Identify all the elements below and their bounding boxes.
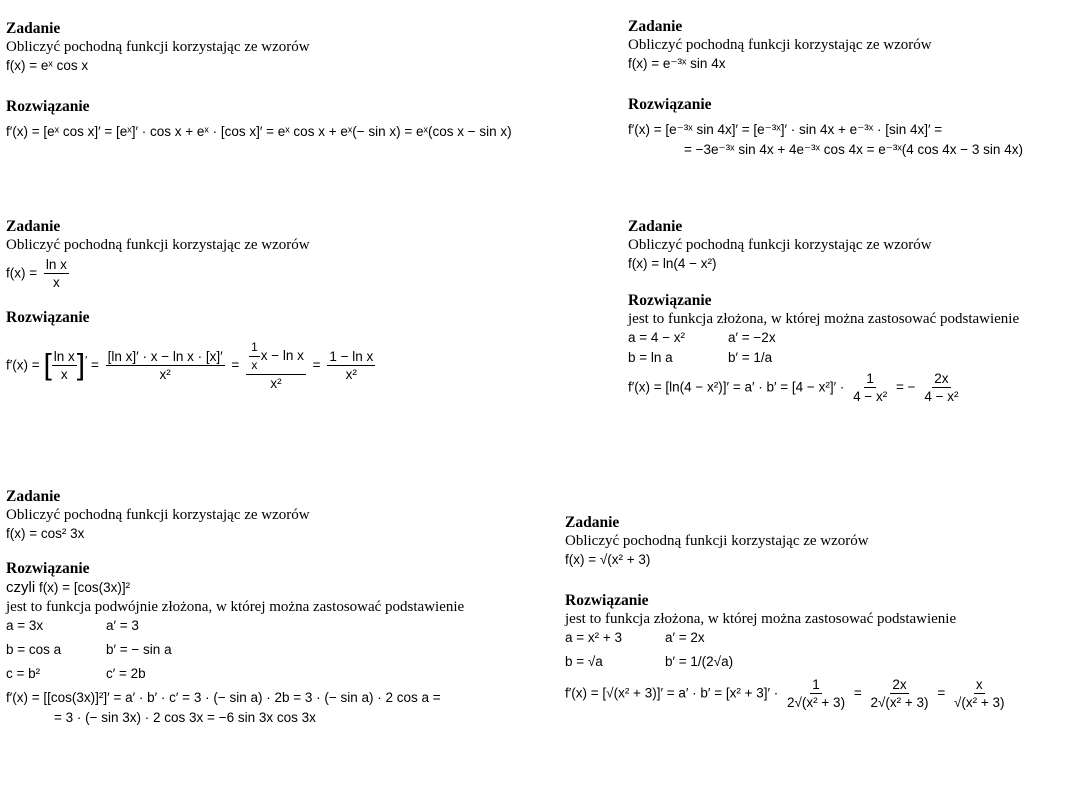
solution-line: = −3e⁻³ˣ sin 4x + 4e⁻³ˣ cos 4x = e⁻³ˣ(4 cos 4x − 3 sin 4x)	[684, 142, 1023, 157]
solution-heading: Rozwiązanie	[6, 98, 90, 115]
substitution-row	[628, 328, 1019, 348]
solution-final	[628, 370, 1019, 405]
solution-intro: jest to funkcja podwójnie złożona, w której można zastosować podstawienie	[6, 599, 465, 615]
numerator: 1	[812, 677, 820, 692]
task-function	[6, 256, 378, 291]
solution-line: f′(x) = [eˣ cos x]′ = [eˣ]′ · cos x + eˣ · [cos x]′ = eˣ cos x + eˣ(− sin x) = eˣ(cos x − sin x)	[6, 124, 512, 139]
final-fraction-1	[851, 370, 889, 405]
final-fraction-3	[952, 676, 1007, 711]
denominator: x	[60, 367, 68, 382]
numerator: 1 − ln x	[329, 349, 374, 364]
numerator: ln x	[45, 257, 67, 272]
fraction-2	[246, 339, 306, 392]
numerator: 2x	[934, 371, 949, 386]
task-function: f(x) = √(x² + 3)	[565, 552, 651, 567]
denominator: 4 − x²	[924, 389, 959, 404]
final-fraction-2	[869, 676, 931, 711]
task-4	[628, 218, 1019, 405]
substitution-row	[6, 640, 464, 660]
task-function: f(x) = ln(4 − x²)	[628, 256, 717, 271]
solution-heading: Rozwiązanie	[6, 560, 90, 577]
final-lhs: f′(x) = [ln(4 − x²)]′ = a′ · b′ = [4 − x²]′ ·	[628, 379, 845, 395]
task-prompt: Obliczyć pochodną funkcji korzystając ze wzorów	[628, 237, 932, 253]
rewrite-line	[6, 578, 464, 598]
substitution-derivative: a′ = 3	[106, 618, 139, 633]
final-lhs: f′(x) = [√(x² + 3)]′ = a′ · b′ = [x² + 3]′ ·	[565, 685, 779, 701]
task-heading: Zadanie	[6, 20, 61, 37]
inner-denominator: x	[251, 358, 258, 372]
task-heading: Zadanie	[6, 218, 61, 235]
substitution-derivative: b′ = 1/a	[728, 350, 773, 365]
solution-lhs: f′(x) =	[6, 357, 40, 373]
substitution: a = 4 − x²	[628, 330, 686, 345]
task-6	[565, 514, 1010, 711]
denominator: √(x² + 3)	[953, 695, 1005, 710]
bracket-fraction	[52, 348, 77, 383]
numerator: ln x	[53, 349, 75, 364]
numerator: x	[975, 677, 983, 692]
denominator: 2√(x² + 3)	[787, 695, 846, 710]
substitution-row	[6, 616, 464, 636]
substitution: a = 3x	[6, 618, 44, 633]
task-prompt: Obliczyć pochodną funkcji korzystając ze wzorów	[6, 39, 310, 55]
denominator: 2√(x² + 3)	[870, 695, 929, 710]
task-prompt: Obliczyć pochodną funkcji korzystając ze wzorów	[6, 237, 310, 253]
substitution: b = ln a	[628, 350, 673, 365]
solution-final: f′(x) = [√(x² + 3)]′ = a′ · b′ = [x² + 3]′ · $\frac{1}{\text{2√(x² + 3)}}$ = $\frac{2x}{\text{2√(x² + 3)}}$ = $\frac{x}{\text{√(x² + 3)}}$	[565, 677, 1005, 710]
numerator	[246, 339, 306, 375]
fraction-1	[106, 348, 225, 383]
denominator: x²	[345, 367, 357, 382]
denominator: x	[53, 275, 60, 290]
inner-numerator: 1	[249, 339, 260, 357]
rewrite-label: czyli	[6, 579, 36, 596]
task-heading: Zadanie	[6, 488, 61, 505]
numerator: 2x	[892, 677, 907, 692]
solution-heading: Rozwiązanie	[6, 309, 90, 326]
task-function: f(x) = eˣ cos x	[6, 58, 89, 73]
solution-line: f′(x) = [e⁻³ˣ sin 4x]′ = [e⁻³ˣ]′ · sin 4x + e⁻³ˣ · [sin 4x]′ =	[628, 122, 943, 137]
substitution-derivative: a′ = −2x	[728, 330, 776, 345]
rewrite-expression: f(x) = [cos(3x)]²	[38, 580, 131, 595]
solution-line: = 3 · (− sin 3x) · 2 cos 3x = −6 sin 3x cos 3x	[54, 710, 316, 725]
substitution-row	[628, 348, 1019, 368]
task-5	[6, 488, 464, 728]
final-fraction-2	[922, 370, 960, 405]
substitution-derivative: b′ = − sin a	[106, 642, 172, 657]
task-2	[628, 18, 1023, 160]
denominator: x²	[270, 376, 282, 391]
task-heading: Zadanie	[628, 18, 683, 35]
task-prompt: Obliczyć pochodną funkcji korzystając ze wzorów	[628, 37, 932, 53]
substitution: b = √a	[565, 654, 603, 669]
task-function: f(x) = e⁻³ˣ sin 4x	[628, 56, 726, 71]
solution-heading: Rozwiązanie	[628, 292, 712, 309]
substitution-row	[565, 628, 1010, 648]
substitution-row	[565, 652, 1010, 672]
solution-intro: jest to funkcja złożona, w której można zastosować podstawienie	[565, 611, 957, 627]
bracket-close: ]	[76, 348, 86, 382]
task-heading: Zadanie	[628, 218, 683, 235]
task-function: f(x) = cos² 3x	[6, 526, 85, 541]
substitution-derivative: a′ = 2x	[665, 630, 705, 645]
task-heading: Zadanie	[565, 514, 620, 531]
numerator: 1	[866, 371, 874, 386]
function-fraction	[44, 256, 69, 291]
task-3	[6, 218, 378, 392]
substitution: c = b²	[6, 666, 41, 681]
solution-heading: Rozwiązanie	[565, 592, 649, 609]
fraction-3	[327, 348, 375, 383]
solution-line: f′(x) = [ $\frac{\text{ln x}}{x}$ ]′ = $\frac{\text{[ln x]′ · x − ln x · [x]′}}{\text{x²}}$ = $\frac{1}{x}$ x − ln x x² = $\frac{\text{1 − ln x}}{\text{x²}}$	[6, 340, 374, 391]
solution-intro: jest to funkcja złożona, w której można zastosować podstawienie	[628, 311, 1020, 327]
function-lhs: f(x) =	[6, 265, 38, 281]
numerator: [ln x]′ · x − ln x · [x]′	[107, 349, 223, 364]
final-fraction-1	[785, 676, 847, 711]
denominator: 4 − x²	[853, 389, 888, 404]
task-prompt: Obliczyć pochodną funkcji korzystając ze wzorów	[6, 507, 310, 523]
substitution: b = cos a	[6, 642, 62, 657]
bracket-open: [	[43, 348, 52, 382]
substitution: a = x² + 3	[565, 630, 623, 645]
solution-heading: Rozwiązanie	[628, 96, 712, 113]
task-1	[6, 20, 512, 142]
numerator-rest: x − ln x	[260, 348, 304, 364]
substitution-derivative: c′ = 2b	[106, 666, 146, 681]
substitution-derivative: b′ = 1/(2√a)	[665, 654, 734, 669]
substitution-row	[6, 664, 464, 684]
final-mid: = −	[896, 379, 916, 395]
denominator: x²	[159, 367, 171, 382]
solution-line: f′(x) = [[cos(3x)]²]′ = a′ · b′ · c′ = 3 · (− sin a) · 2b = 3 · (− sin a) · 2 cos a =	[6, 690, 441, 705]
task-prompt: Obliczyć pochodną funkcji korzystając ze wzorów	[565, 533, 869, 549]
